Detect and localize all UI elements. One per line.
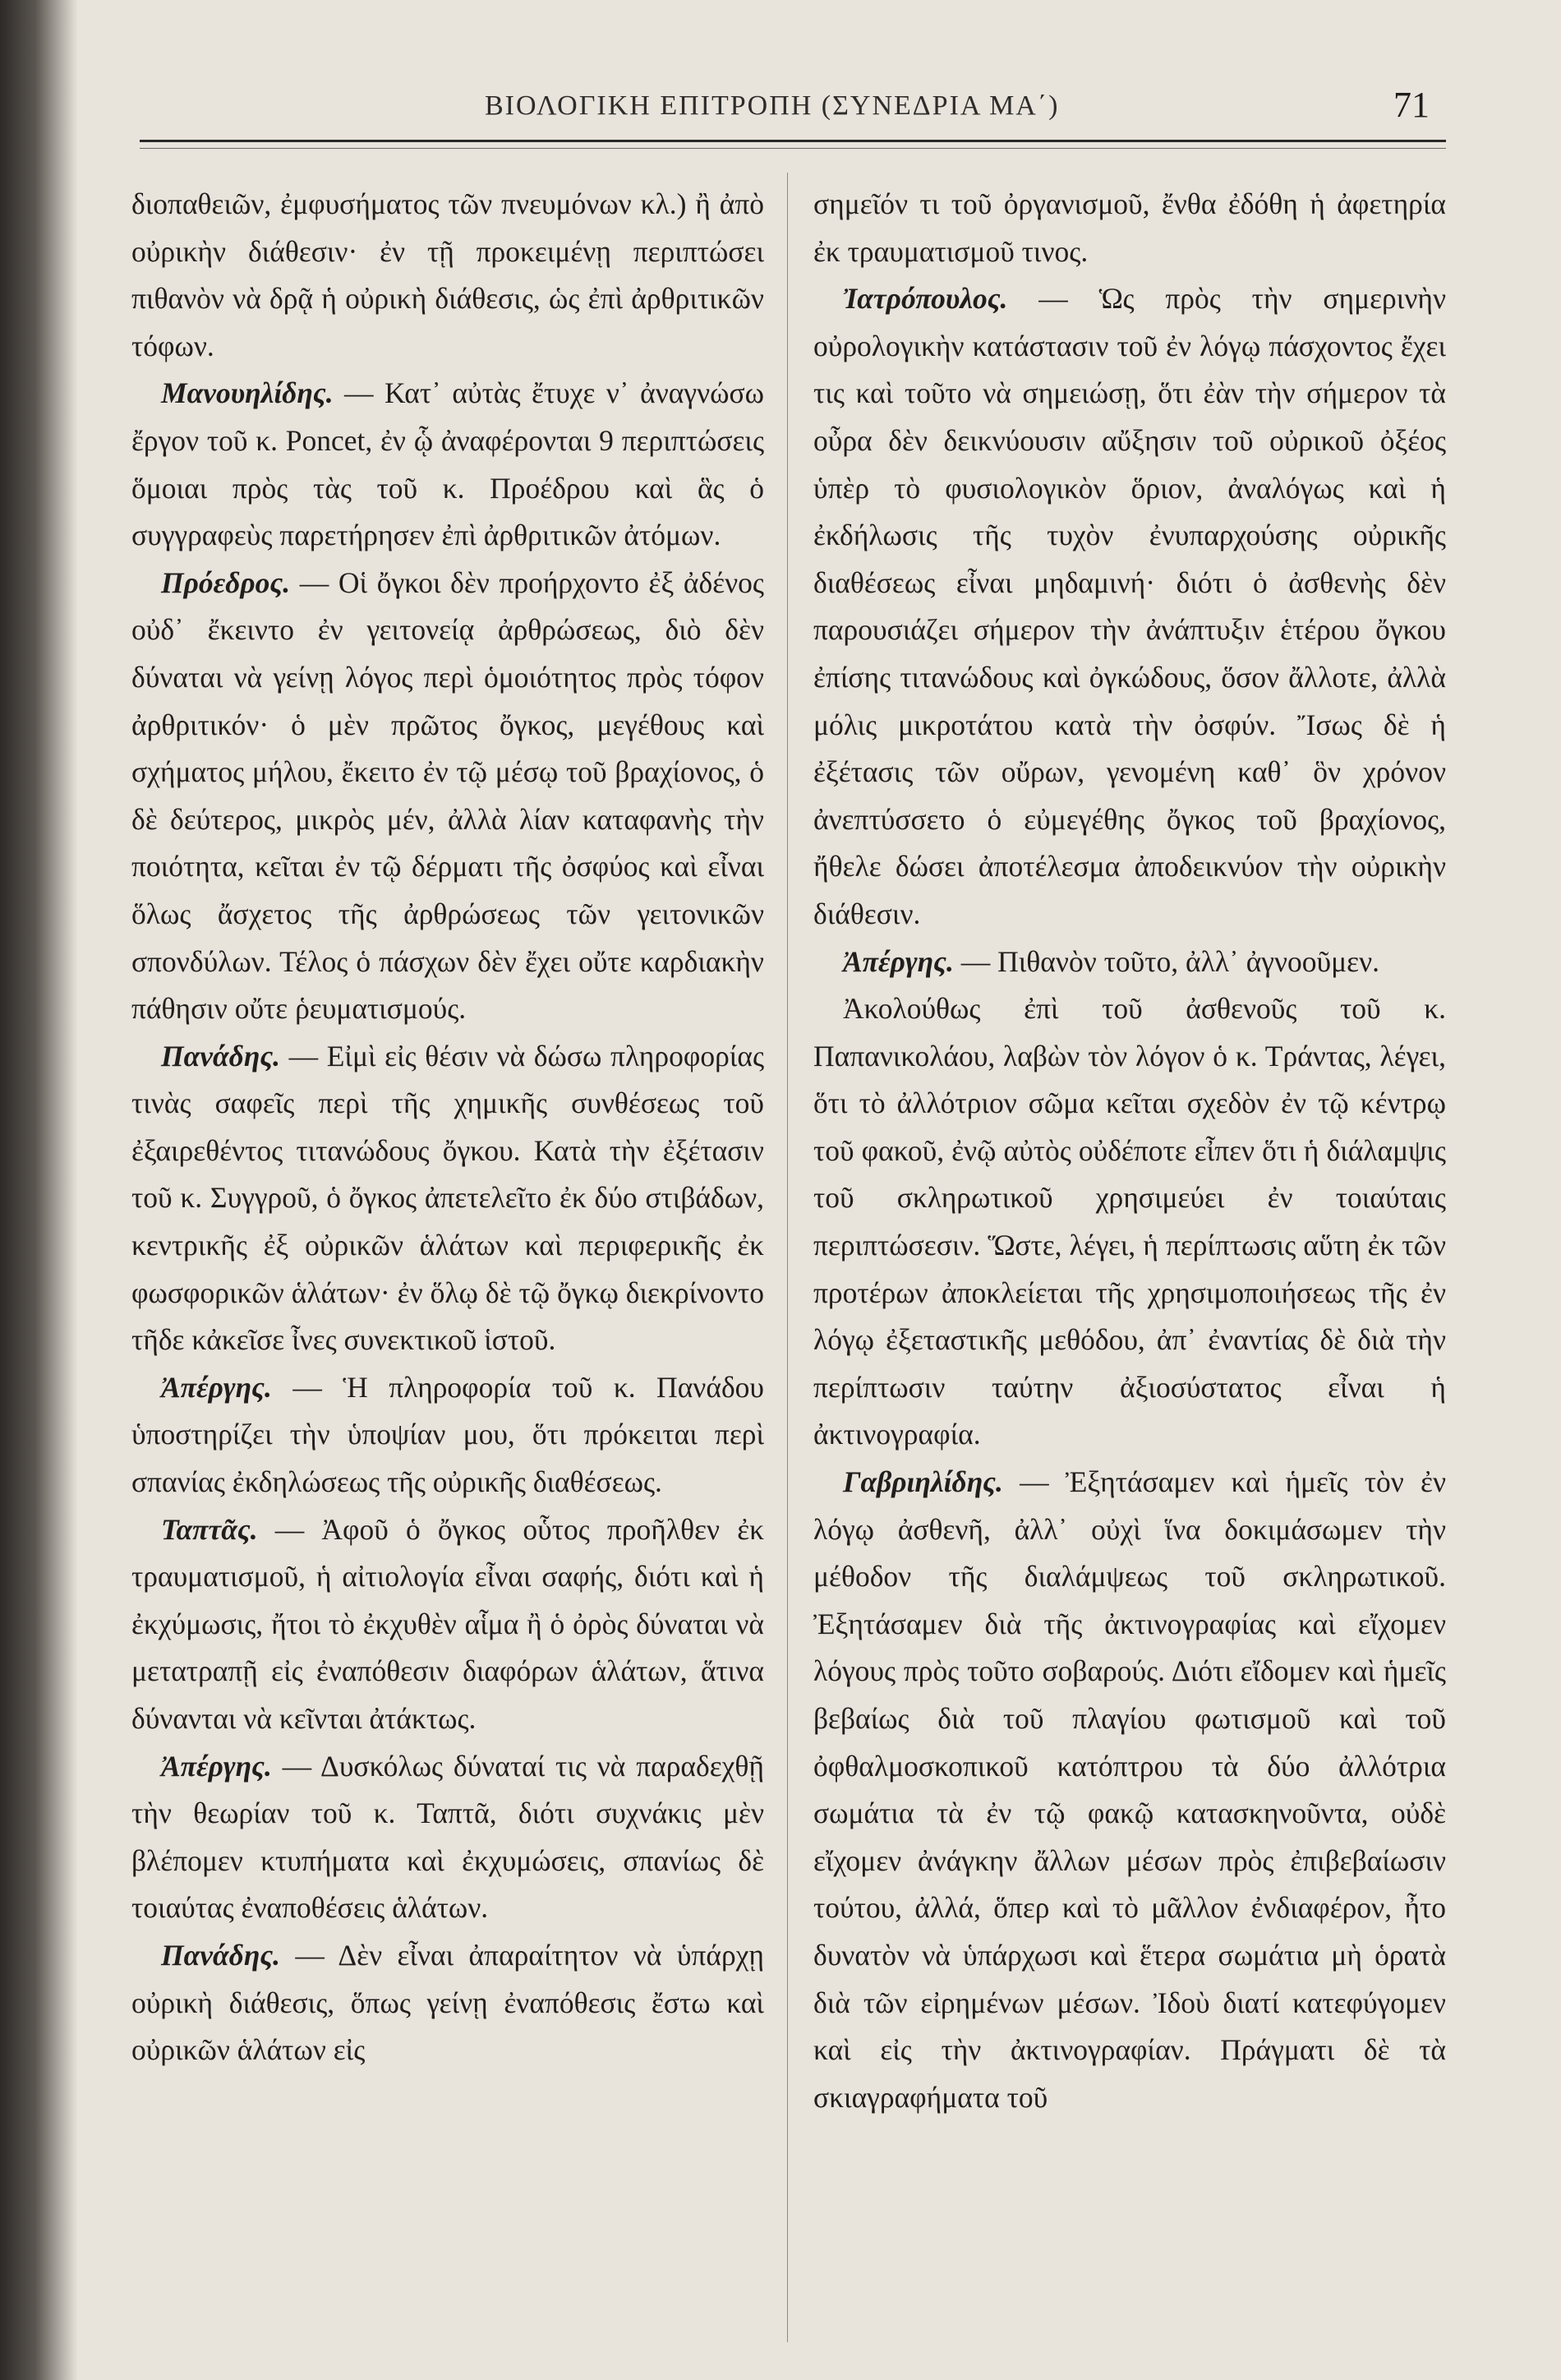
header-rule bbox=[140, 140, 1446, 142]
paragraph-text: — Κατ᾽ αὐτὰς ἔτυχε ν᾽ ἀναγνώσω ἔργον τοῦ κ. Poncet, ἐν ᾧ ἀναφέρονται 9 περιπτώσεις ὅμοιαι πρὸς τὰς τοῦ κ. Προέδρου καὶ ἃς ὁ συγγραφεὺς παρετήρησεν ἐπὶ ἀρθριτικῶν ἀτόμων. bbox=[131, 376, 764, 552]
header-rule-thin bbox=[140, 148, 1446, 149]
paragraph bbox=[813, 275, 1446, 938]
paragraph-text: — Ἀφοῦ ὁ ὄγκος οὗτος προῆλθεν ἐκ τραυματισμοῦ, ἡ αἰτιολογία εἶναι σαφής, διότι καὶ ἡ ἐκχύμωσις, ἤτοι τὸ ἐκχυθὲν αἷμα ἢ ὁ ὀρὸς δύναται νὰ μετατραπῇ εἰς ἐναπόθεσιν διαφόρων ἁλάτων, ἅτινα δύνανται νὰ κεῖνται ἀτάκτως. bbox=[131, 1512, 764, 1735]
paragraph-text: σημεῖόν τι τοῦ ὀργανισμοῦ, ἔνθα ἐδόθη ἡ ἀφετηρία ἐκ τραυματισμοῦ τινος. bbox=[813, 187, 1446, 268]
paragraph-text: — Ὡς πρὸς τὴν σημερινὴν οὐρολογικὴν κατάστασιν τοῦ ἐν λόγῳ πάσχοντος ἔχει τις καὶ τοῦτο νὰ σημειώσῃ, ὅτι ἐὰν τὴν σήμερον τὰ οὖρα δὲν δεικνύουσιν αὔξησιν τοῦ οὐρικοῦ ὀξέος ὑπὲρ τὸ φυσιολογικὸν ὅριον, ἀναλόγως καὶ ἡ ἐκδήλωσις τῆς τυχὸν ἐνυπαρχούσης οὐρικῆς διαθέσεως εἶναι μηδαμινή· διότι ὁ ἀσθενὴς δὲν παρουσιάζει σήμερον τὴν ἀνάπτυξιν ἑτέρου ὄγκου ἐπίσης τιτανώδους καὶ ὀγκώδους, ὅσον ἄλλοτε, ἀλλὰ μόλις μικροτάτου κατὰ τὴν ὀσφύν. Ἴσως δὲ ἡ ἐξέτασις τῶν οὔρων, γενομένη καθ᾽ ὃν χρόνον ἀνεπτύσσετο ὁ εὐμεγέθης ὄγκος τοῦ βραχίονος, ἤθελε δώσει ἀποτέλεσμα ἀποδεικνύον τὴν οὐρικὴν διάθεσιν. bbox=[813, 282, 1446, 930]
paragraph-text: — Δὲν εἶναι ἀπαραίτητον νὰ ὑπάρχῃ οὐρικὴ διάθεσις, ὅπως γείνῃ ἐναπόθεσις ἔστω καὶ οὐρικῶν ἁλάτων εἰς bbox=[131, 1938, 764, 2067]
speaker-name: Πανάδης. bbox=[161, 1938, 281, 1972]
paragraph-text: Ἀκολούθως ἐπὶ τοῦ ἀσθενοῦς τοῦ κ. Παπανικολάου, λαβὼν τὸν λόγον ὁ κ. Τράντας, λέγει, ὅτι τὸ ἀλλότριον σῶμα κεῖται σχεδὸν ἐν τῷ κέντρῳ τοῦ φακοῦ, ἐνῷ αὐτὸς οὐδέποτε εἶπεν ὅτι ἡ διάλαμψις τοῦ σκληρωτικοῦ χρησιμεύει ἐν τοιαύταις περιπτώσεσιν. Ὥστε, λέγει, ἡ περίπτωσις αὕτη ἐκ τῶν προτέρων ἀποκλείεται τῆς χρησιμοποιήσεως τῆς ἐν λόγῳ ἐξεταστικῆς μεθόδου, ἀπ᾽ ἐναντίας δὲ διὰ τὴν περίπτωσιν ταύτην ἀξιοσύστατος εἶναι ἡ ἀκτινογραφία. bbox=[813, 992, 1446, 1451]
paragraph bbox=[813, 1459, 1446, 2121]
paragraph bbox=[131, 1506, 764, 1743]
speaker-name: Ταπτᾶς. bbox=[161, 1512, 258, 1546]
paragraph bbox=[131, 1932, 764, 2074]
paragraph bbox=[813, 939, 1446, 986]
speaker-name: Μανουηλίδης. bbox=[161, 376, 334, 410]
speaker-name: Πανάδης. bbox=[161, 1039, 281, 1072]
right-column bbox=[813, 181, 1446, 2334]
paragraph bbox=[131, 1364, 764, 1506]
column-divider bbox=[787, 173, 788, 2342]
speaker-name: Γαβριηλίδης. bbox=[843, 1465, 1003, 1499]
page-header bbox=[140, 72, 1446, 146]
paragraph-text: διοπαθειῶν, ἐμφυσήματος τῶν πνευμόνων κλ.) ἢ ἀπὸ οὐρικὴν διάθεσιν· ἐν τῇ προκειμένῃ περιπτώσει πιθανὸν νὰ δρᾷ ἡ οὐρικὴ διάθεσις, ὡς ἐπὶ ἀρθριτικῶν τόφων. bbox=[131, 187, 764, 362]
speaker-name: Ἀπέργης. bbox=[161, 1370, 272, 1404]
running-title: ΒΙΟΛΟΓΙΚΗ ΕΠΙΤΡΟΠΗ (ΣΥΝΕΔΡΙΑ ΜΑ΄) bbox=[485, 90, 1060, 121]
paragraph bbox=[131, 1743, 764, 1932]
paragraph-text: — Εἰμὶ εἰς θέσιν νὰ δώσω πληροφορίας τινὰς σαφεῖς περὶ τῆς χημικῆς συνθέσεως τοῦ ἐξαιρεθέντος τιτανώδους ὄγκου. Κατὰ τὴν ἐξέτασιν τοῦ κ. Συγγροῦ, ὁ ὄγκος ἀπετελεῖτο ἐκ δύο στιβάδων, κεντρικῆς ἐξ οὐρικῶν ἁλάτων καὶ περιφερικῆς ἐκ φωσφορικῶν ἁλάτων· ἐν ὅλῳ δὲ τῷ ὄγκῳ διεκρίνοντο τῆδε κἀκεῖσε ἶνες συνεκτικοῦ ἱστοῦ. bbox=[131, 1039, 764, 1357]
paragraph bbox=[813, 181, 1446, 275]
left-column bbox=[131, 181, 764, 2334]
paragraph bbox=[813, 985, 1446, 1459]
paragraph-text: — Ἐξητάσαμεν καὶ ἡμεῖς τὸν ἐν λόγῳ ἀσθενῆ, ἀλλ᾽ οὐχὶ ἵνα δοκιμάσωμεν τὴν μέθοδον τῆς διαλάμψεως τοῦ σκληρωτικοῦ. Ἐξητάσαμεν διὰ τῆς ἀκτινογραφίας καὶ εἴχομεν λόγους πρὸς τοῦτο σοβαρούς. Διότι εἴδομεν καὶ ἡμεῖς βεβαίως διὰ τοῦ πλαγίου φωτισμοῦ καὶ τοῦ ὀφθαλμοσκοπικοῦ κατόπτρου τὰ δύο ἀλλότρια σωμάτια τὰ ἐν τῷ φακῷ κατασκηνοῦντα, οὐδὲ εἴχομεν ἀνάγκην ἄλλων μέσων πρὸς ἐπιβεβαίωσιν τούτου, ἀλλά, ὅπερ καὶ τὸ μᾶλλον ἐνδιαφέρον, ἦτο δυνατὸν νὰ ὑπάρχωσι καὶ ἕτερα σωμάτια μὴ ὁρατὰ διὰ τῶν εἰρημένων μέσων. Ἰδοὺ διατί κατεφύγομεν καὶ εἰς τὴν ἀκτινογραφίαν. Πράγματι δὲ τὰ σκιαγραφήματα τοῦ bbox=[813, 1465, 1446, 2114]
paragraph bbox=[131, 181, 764, 370]
speaker-name: Ἰατρόπουλος. bbox=[843, 282, 1008, 316]
paragraph bbox=[131, 560, 764, 1033]
speaker-name: Πρόεδρος. bbox=[161, 565, 291, 599]
page-number: 71 bbox=[1393, 85, 1430, 125]
paragraph bbox=[131, 1033, 764, 1364]
paragraph bbox=[131, 370, 764, 559]
paragraph-text: — Οἱ ὄγκοι δὲν προήρχοντο ἐξ ἀδένος οὐδ᾽ ἔκειντο ἐν γειτονείᾳ ἀρθρώσεως, διὸ δὲν δύναται νὰ γείνῃ λόγος περὶ ὁμοιότητος πρὸς τόφον ἀρθριτικόν· ὁ μὲν πρῶτος ὄγκος, μεγέθους καὶ σχήματος μήλου, ἔκειτο ἐν τῷ μέσῳ τοῦ βραχίονος, ὁ δὲ δεύτερος, μικρὸς μέν, ἀλλὰ λίαν καταφανὴς τὴν ποιότητα, κεῖται ἐν τῷ δέρματι τῆς ὀσφύος καὶ εἶναι ὅλως ἄσχετος τῆς ἀρθρώσεως τῶν γειτονικῶν σπονδύλων. Τέλος ὁ πάσχων δὲν ἔχει οὔτε καρδιακὴν πάθησιν οὔτε ῥευματισμούς. bbox=[131, 565, 764, 1026]
speaker-name: Ἀπέργης. bbox=[161, 1749, 272, 1783]
binding-shadow bbox=[0, 0, 78, 2380]
paragraph-text: — Ἡ πληροφορία τοῦ κ. Πανάδου ὑποστηρίζει τὴν ὑποψίαν μου, ὅτι πρόκειται περὶ σπανίας ἐκδηλώσεως τῆς οὐρικῆς διαθέσεως. bbox=[131, 1370, 764, 1499]
paragraph-text: — Πιθανὸν τοῦτο, ἀλλ᾽ ἀγνοοῦμεν. bbox=[953, 944, 1379, 978]
paragraph-text: — Δυσκόλως δύναταί τις νὰ παραδεχθῇ τὴν θεωρίαν τοῦ κ. Ταπτᾶ, διότι συχνάκις μὲν βλέπομεν κτυπήματα καὶ ἐκχυμώσεις, σπανίως δὲ τοιαύτας ἐναποθέσεις ἁλάτων. bbox=[131, 1749, 764, 1925]
speaker-name: Ἀπέργης. bbox=[843, 944, 954, 978]
